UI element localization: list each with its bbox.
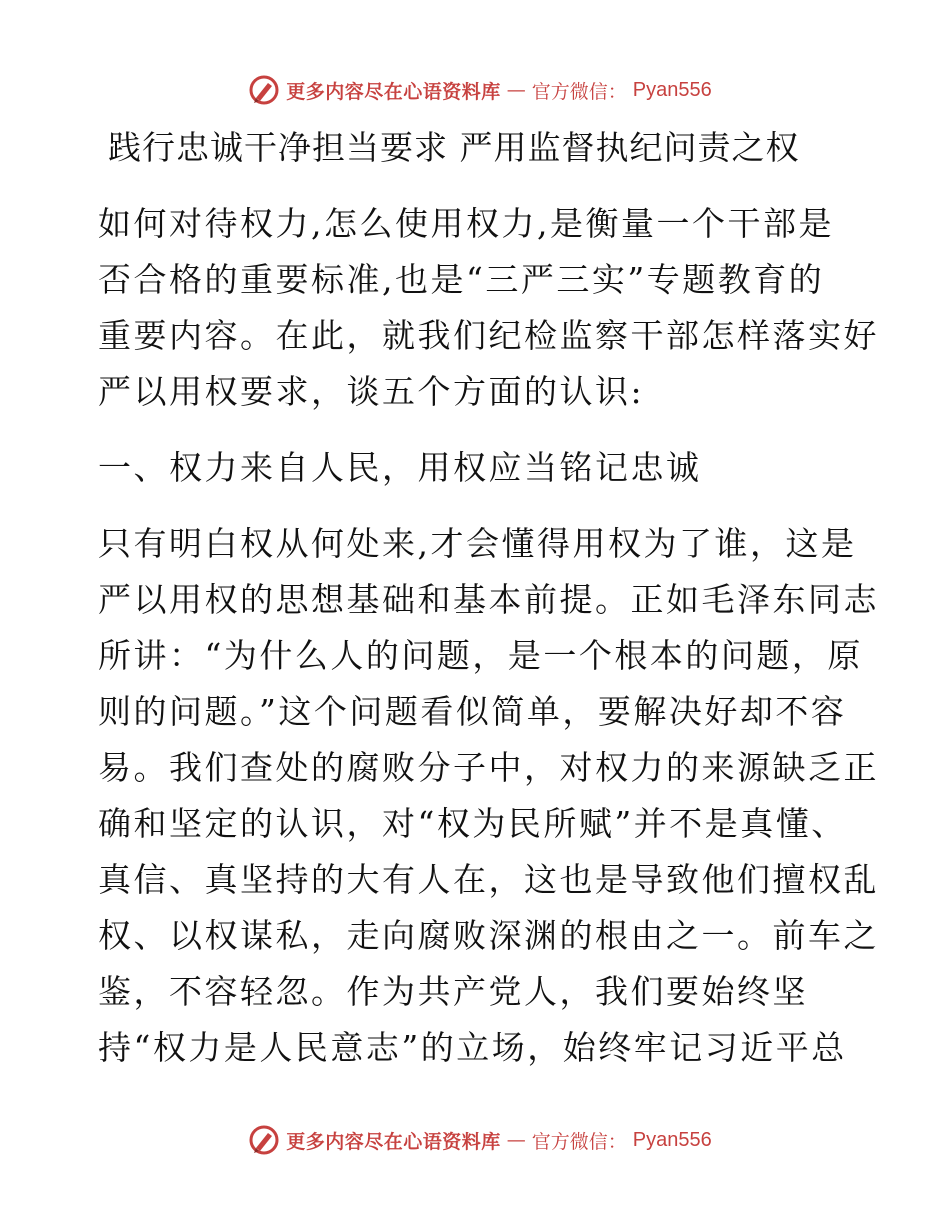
- document-body: [98, 118, 879, 1076]
- watermark-dash: —: [506, 1129, 526, 1151]
- paragraph-line: 如何对待权力,怎么使用权力,是衡量一个干部是: [98, 204, 834, 243]
- paragraph-line: 权、以权谋私，走向腐败深渊的根由之一。前车之: [98, 916, 879, 955]
- footer-watermark-banner: [0, 1120, 950, 1160]
- paragraph-intro: [98, 196, 879, 420]
- watermark-wechat-id: Pyan556: [632, 1128, 712, 1151]
- document-title: 践行忠诚干净担当要求 严用监督执纪问责之权: [108, 128, 800, 167]
- paragraph-line: 真信、真坚持的大有人在，这也是导致他们擅权乱: [98, 860, 879, 899]
- pen-logo-icon: [248, 1124, 280, 1156]
- header-watermark-banner: [0, 70, 950, 110]
- watermark-text: 更多内容尽在心语资料库: [286, 1130, 501, 1153]
- paragraph-line: 确和坚定的认识，对“权为民所赋”并不是真懂、: [98, 804, 847, 843]
- watermark-dash: —: [506, 79, 526, 101]
- paragraph-line: 所讲：“为什么人的问题，是一个根本的问题，原: [98, 636, 863, 675]
- section-heading-1: 一、权力来自人民，用权应当铭记忠诚: [98, 448, 702, 487]
- watermark-wechat-id: Pyan556: [632, 78, 712, 101]
- watermark-wechat-label: 官方微信：: [531, 80, 627, 103]
- paragraph-line: 否合格的重要标准,也是“三严三实”专题教育的: [98, 260, 825, 299]
- paragraph-line: 重要内容。在此，就我们纪检监察干部怎样落实好: [98, 316, 879, 355]
- paragraph-line: 持“权力是人民意志”的立场，始终牢记习近平总: [98, 1028, 847, 1067]
- paragraph-line: 严以用权要求，谈五个方面的认识:: [98, 372, 645, 411]
- pen-logo-icon: [248, 74, 280, 106]
- watermark-text: 更多内容尽在心语资料库: [286, 80, 501, 103]
- paragraph-line: 只有明白权从何处来,才会懂得用权为了谁，这是: [98, 524, 857, 563]
- watermark-wechat-label: 官方微信：: [531, 1130, 627, 1153]
- header-watermark-content: [238, 74, 712, 106]
- footer-watermark-content: [238, 1124, 712, 1156]
- paragraph-line: 易。我们查处的腐败分子中，对权力的来源缺乏正: [98, 748, 879, 787]
- paragraph-line: 严以用权的思想基础和基本前提。正如毛泽东同志: [98, 580, 879, 619]
- paragraph-section-1: [98, 516, 879, 1076]
- paragraph-line: 则的问题。”这个问题看似简单，要解决好却不容: [98, 692, 847, 731]
- paragraph-line: 鉴，不容轻忽。作为共产党人，我们要始终坚: [98, 972, 808, 1011]
